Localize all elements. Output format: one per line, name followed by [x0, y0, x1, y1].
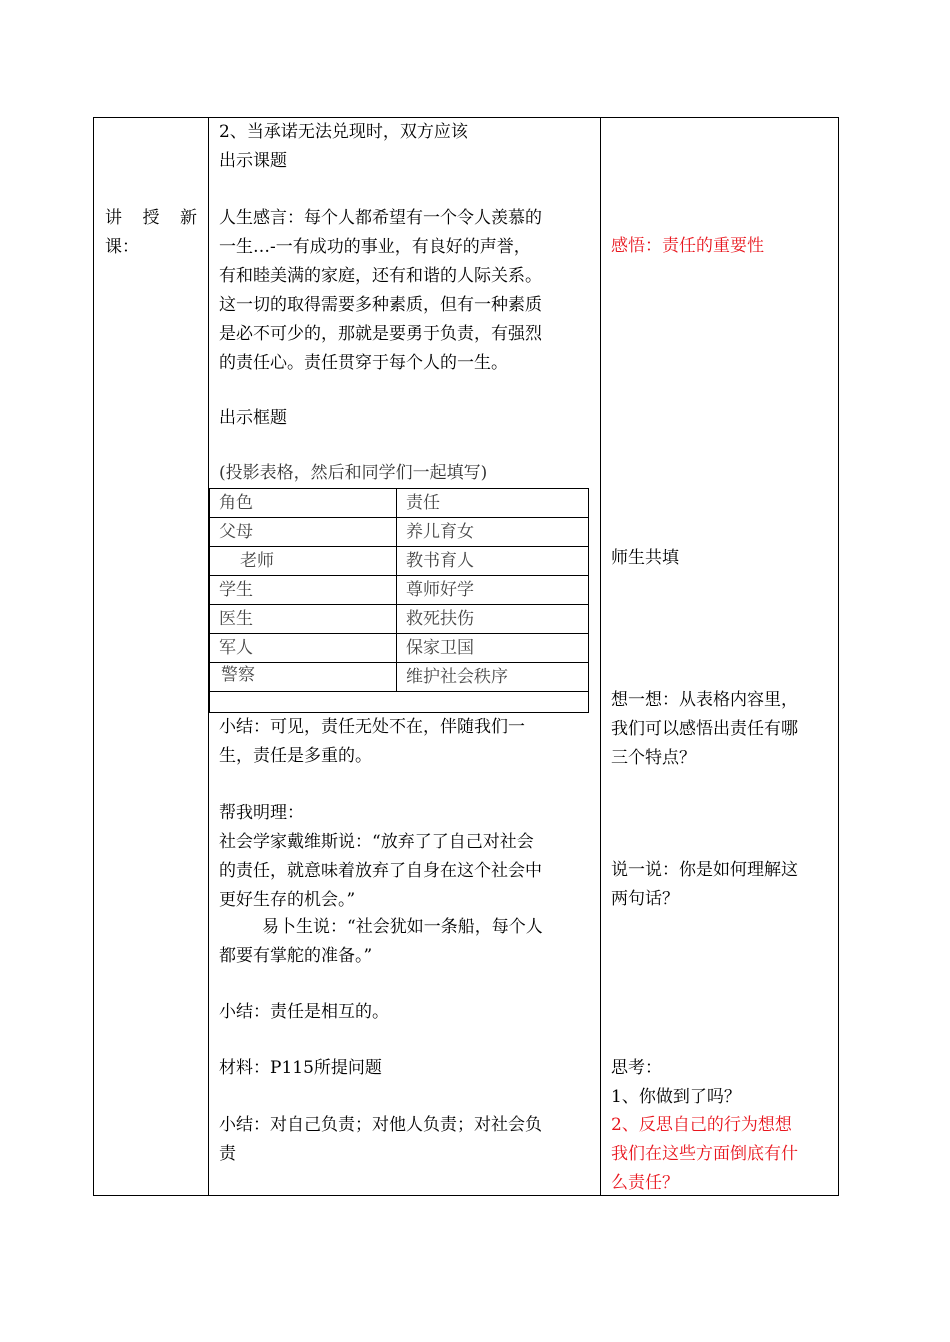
table-row-line: [210, 517, 588, 518]
table-cell-role: 军人: [219, 638, 253, 658]
show-frame-topic: 出示框题: [219, 408, 287, 428]
table-cell-duty: 教书育人: [406, 551, 474, 571]
table-column-divider: [396, 489, 397, 691]
life-quote-line: 是必不可少的，那就是要勇于负责，有强烈: [219, 324, 542, 344]
reflection-q2-line: 2、反思自己的行为想想: [611, 1115, 792, 1135]
label-char: 讲: [105, 208, 122, 228]
quote-davis-line: 的责任，就意味着放弃了自身在这个社会中: [219, 861, 542, 881]
quote-davis-line: 社会学家戴维斯说：“放弃了了自己对社会: [219, 832, 534, 852]
section-label: [105, 204, 197, 233]
discuss-prompt-line: 两句话？: [611, 889, 679, 909]
summary-2: 小结：责任是相互的。: [219, 1002, 389, 1022]
table-cell-role: 老师: [240, 551, 274, 571]
reflection-q1: 1、你做到了吗？: [611, 1087, 741, 1107]
table-row-line: [210, 691, 588, 692]
projection-note: (投影表格，然后和同学们一起填写): [219, 463, 488, 483]
table-cell-role: 学生: [219, 580, 253, 600]
think-prompt-line: 我们可以感悟出责任有哪: [611, 719, 798, 739]
quote-davis-line: 更好生存的机会。”: [219, 890, 356, 910]
table-cell-duty: 保家卫国: [406, 638, 474, 658]
summary-1-line: 生，责任是多重的。: [219, 746, 372, 766]
table-header-duty: 责任: [406, 493, 440, 513]
table-row-line: [210, 662, 588, 663]
table-header-role: 角色: [219, 493, 253, 513]
table-cell-role: 父母: [219, 522, 253, 542]
think-prompt-line: 想一想：从表格内容里，: [611, 690, 798, 710]
life-quote-line: 有和睦美满的家庭，还有和谐的人际关系。: [219, 266, 542, 286]
label-char: 授: [142, 208, 160, 228]
table-cell-duty: 救死扶伤: [406, 609, 474, 629]
table-cell-duty: 养儿育女: [406, 522, 474, 542]
life-quote-line: 一生…-一有成功的事业，有良好的声誉，: [219, 237, 531, 257]
co-fill-note: 师生共填: [611, 548, 679, 568]
summary-1-line: 小结：可见，责任无处不在，伴随我们一: [219, 717, 525, 737]
promise-question: 2、当承诺无法兑现时，双方应该: [219, 122, 468, 142]
table-cell-role: 警察: [221, 665, 255, 685]
column-divider-2: [600, 118, 601, 1195]
help-title: 帮我明理：: [219, 803, 304, 823]
responsibility-table: [209, 488, 589, 713]
material-ref: 材料：P115所提问题: [219, 1058, 382, 1078]
reflection-title: 思考：: [611, 1058, 662, 1078]
think-prompt-line: 三个特点？: [611, 748, 696, 768]
show-topic: 出示课题: [219, 151, 287, 171]
table-row-line: [210, 604, 588, 605]
summary-3-line: 责: [219, 1144, 236, 1164]
quote-ibsen-line: 易卜生说：“社会犹如一条船，每个人: [262, 917, 543, 937]
life-quote-line: 人生感言：每个人都希望有一个令人羡慕的: [219, 208, 542, 228]
life-quote-line: 的责任心。责任贯穿于每个人的一生。: [219, 353, 508, 373]
insight-note: 感悟：责任的重要性: [611, 236, 764, 256]
table-row-line: [210, 633, 588, 634]
life-quote-line: 这一切的取得需要多种素质，但有一种素质: [219, 295, 542, 315]
table-cell-duty: 维护社会秩序: [406, 667, 508, 687]
section-label-line2: 课：: [105, 237, 139, 257]
summary-3-line: 小结：对自己负责；对他人负责；对社会负: [219, 1115, 542, 1135]
reflection-q2-line: 我们在这些方面倒底有什: [611, 1144, 798, 1164]
table-cell-duty: 尊师好学: [406, 580, 474, 600]
quote-ibsen-line: 都要有掌舵的准备。”: [219, 946, 373, 966]
table-cell-role: 医生: [219, 609, 253, 629]
label-char: 新: [180, 208, 197, 228]
discuss-prompt-line: 说一说：你是如何理解这: [611, 860, 798, 880]
reflection-q2-line: 么责任？: [611, 1173, 679, 1193]
